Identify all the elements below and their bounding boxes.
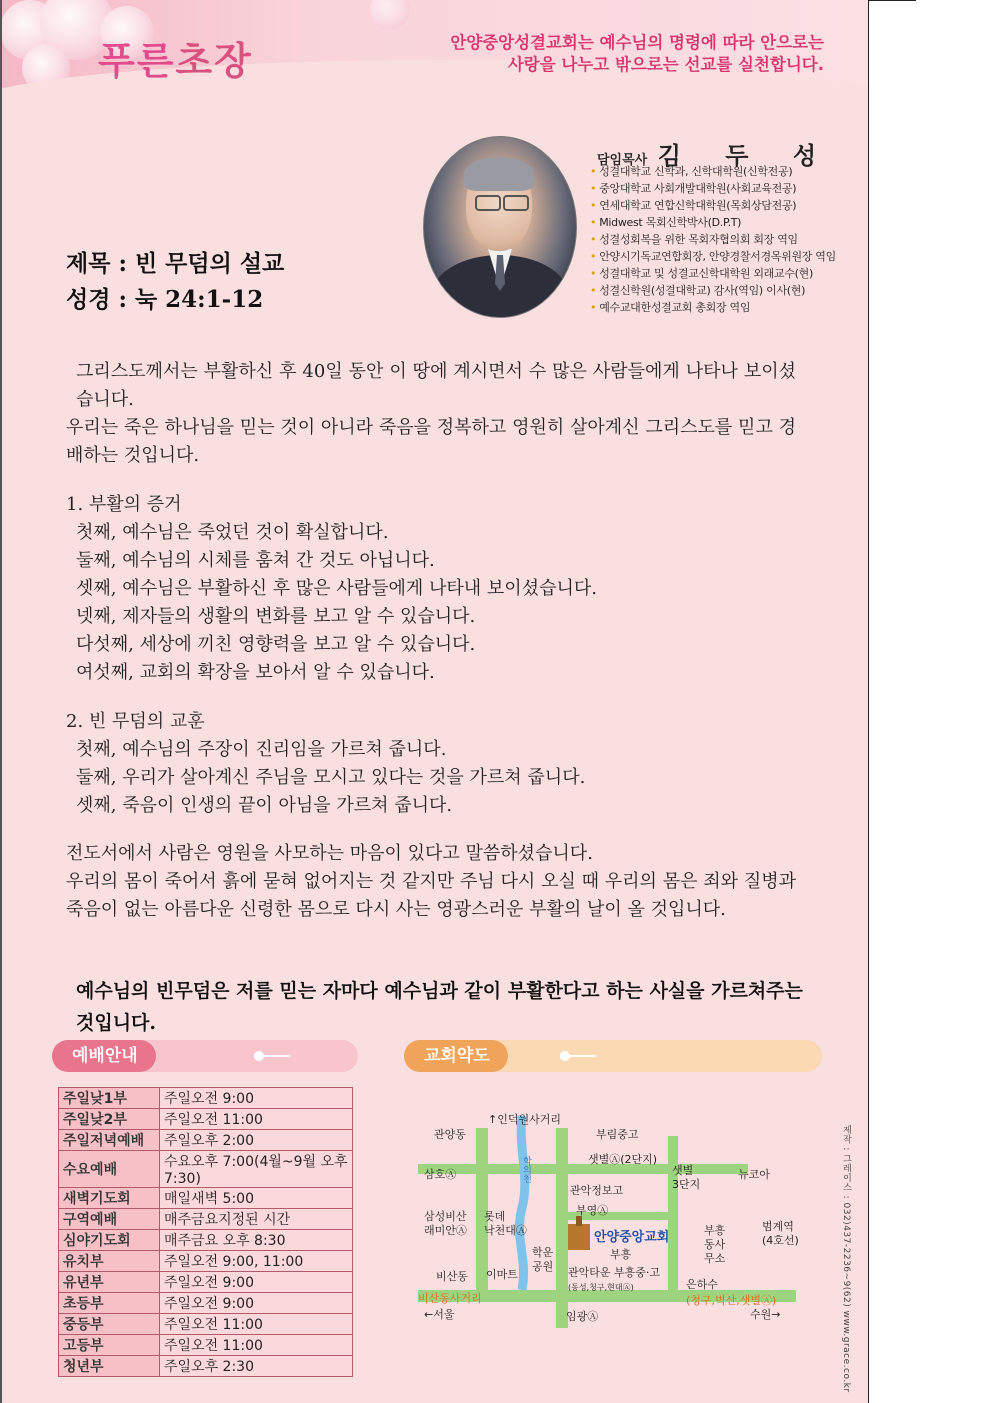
map-place-buheungoffice1: 부흥 [704,1224,726,1237]
schedule-row [59,1130,353,1151]
credential-item: • 중앙대학교 사회개발대학원(사회교육전공) [590,180,836,197]
schedule-service: 청년부 [59,1356,160,1377]
schedule-time: 주일오후 2:30 [160,1356,353,1377]
pastor-name: 김 두 성 [657,141,835,170]
map-place-newcore: 뉴코아 [738,1168,770,1181]
schedule-service: 유년부 [59,1272,160,1293]
schedule-row [59,1272,353,1293]
credential-item: • 연세대학교 연합신학대학원(목회상담전공) [590,197,836,214]
sermon-body [66,358,796,924]
section-2-item: 둘째, 우리가 살아계신 주님을 모시고 있다는 것을 가르쳐 줍니다. [76,767,586,788]
map-place-cheonggu: (청구,벽산,샛별Ⓐ) [686,1294,777,1307]
road-north [418,1164,748,1174]
schedule-row [59,1335,353,1356]
sermon-scripture: 성경 : 눅 24:1-12 [66,286,264,313]
closing-statement: 예수님의 빈무덤은 저를 믿는 자마다 예수님과 같이 부활한다고 하는 사실을 가르쳐주는 것입니다. [76,980,803,1034]
section-2-item: 셋째, 죽음이 인생의 끝이 아님을 가르쳐 줍니다. [76,795,453,816]
section-1-item: 여섯째, 교회의 확장을 보아서 알 수 있습니다. [76,662,435,683]
map-place-hakuicheon: 학의천 [521,1156,531,1183]
map-place-raemian: 래미안Ⓐ [424,1224,467,1237]
sermon-info [66,246,284,318]
intro-paragraph-1: 그리스도께서는 부활하신 후 40일 동안 이 땅에 계시면서 수 많은 사람들에게 나타나 보이셨습니다. [76,361,796,410]
map-place-nakcheon: 낙천대Ⓐ [484,1224,527,1237]
section-1-item: 넷째, 제자들의 생활의 변화를 보고 알 수 있습니다. [76,606,476,627]
map-place-gwanaktown: 관악타운 부흥중·고 [568,1266,661,1279]
map-place-emart: 이마트 [486,1268,518,1281]
right-edge [868,0,869,1403]
schedule-time: 주일오후 2:00 [160,1130,353,1151]
credential-item: • Midwest 목회신학박사(D.P.T) [590,214,836,231]
credential-item: • 성결대학교 및 성결교신학대학원 외래교수(현) [590,265,836,282]
map-place-saetbyeol3a: 샛별 [672,1164,694,1177]
stream-hakui [519,1116,524,1290]
credential-item: • 성결대학교 신학과, 신학대학원(신학전공) [590,163,836,180]
schedule-service: 고등부 [59,1335,160,1356]
schedule-time: 주일오전 11:00 [160,1335,353,1356]
schedule-service: 새벽기도회 [59,1188,160,1209]
schedule-service: 중등부 [59,1314,160,1335]
map-place-samho: 삼호Ⓐ [424,1168,457,1181]
bulletin-title [98,30,253,85]
schedule-row [59,1188,353,1209]
schedule-time: 주일오전 9:00 [160,1272,353,1293]
schedule-row [59,1356,353,1377]
schedule-row [59,1314,353,1335]
intro-paragraph-2: 우리는 죽은 하나님을 믿는 것이 아니라 죽음을 정복하고 영원히 살아계신 그리스도를 믿고 경배하는 것입니다. [66,417,796,466]
schedule-row [59,1251,353,1272]
schedule-time: 주일오전 11:00 [160,1109,353,1130]
section-2-heading: 2. 빈 무덤의 교훈 [66,711,205,732]
schedule-time: 매주금요 오후 8:30 [160,1230,353,1251]
map-header [404,1040,822,1072]
credential-item: • 예수교대한성결교회 총회장 역임 [590,299,836,316]
map-label: 교회약도 [404,1040,508,1072]
church-map [418,1108,820,1328]
map-line [566,1055,596,1057]
schedule-row [59,1209,353,1230]
schedule-row [59,1293,353,1314]
pastor-role: 담임목사 [597,153,648,168]
top-edge [868,0,916,1]
map-place-line4: (4호선) [762,1234,799,1247]
map-place-gwanaktown2: (동성,청구,현대Ⓐ) [568,1283,634,1292]
worship-schedule-table [58,1087,353,1377]
sermon-title: 제목 : 빈 무덤의 설교 [66,250,285,277]
section-1-item: 둘째, 예수님의 시체를 훔쳐 간 것도 아닙니다. [76,550,435,571]
map-place-imgwang: 임광Ⓐ [566,1310,599,1323]
schedule-service: 수요예배 [59,1151,160,1188]
schedule-service: 주일낮1부 [59,1088,160,1109]
map-place-seoul: ←서울 [424,1308,455,1321]
section-2-item: 첫째, 예수님의 주장이 진리임을 가르쳐 줍니다. [76,739,447,760]
map-place-buheungoffice3: 무소 [704,1252,726,1265]
road-east [668,1136,678,1300]
schedule-row [59,1230,353,1251]
schedule-time: 주일오전 9:00 [160,1293,353,1314]
outro-paragraph-2: 우리의 몸이 죽어서 흙에 묻혀 없어지는 것 같지만 주님 다시 오실 때 우리의 몸은 죄와 질병과 죽음이 없는 아름다운 신령한 몸으로 다시 사는 영광스러운 부활의 날이 올 것입니다. [66,871,796,920]
map-place-hakun1: 학운 [532,1246,554,1259]
worship-line [260,1055,290,1057]
church-motto [450,32,824,76]
map-place-bisanjunction: 비산동사거리 [418,1292,482,1305]
map-place-samsung: 삼성비산 [424,1210,467,1223]
map-place-buheung: 부흥 [610,1248,632,1261]
printer-credit: 제작 : 그레이스 : 032)437-2236~9(62) www.grace.co.kr [841,1125,851,1393]
map-place-bisan: 비산동 [436,1270,468,1283]
map-place-hakun2: 공원 [532,1260,554,1273]
motto-line-2: 사랑을 나누고 밖으로는 선교를 실천합니다. [507,55,824,74]
credential-item: • 안양시기독교연합회장, 안양경찰서경목위원장 역임 [590,248,836,265]
credential-item: • 성결성회복을 위한 목회자협의회 회장 역임 [590,231,836,248]
schedule-row [59,1088,353,1109]
map-place-indeogwon: ↑인덕원사거리 [488,1113,561,1126]
pastor-photo [423,136,577,318]
road-center [556,1128,568,1328]
map-place-buheungoffice2: 동사 [704,1238,726,1251]
schedule-service: 주일저녁예배 [59,1130,160,1151]
map-place-eunhasu: 은하수 [686,1278,718,1291]
credential-item: • 성결신학원(성결대학교) 감사(역임) 이사(현) [590,282,836,299]
schedule-service: 유치부 [59,1251,160,1272]
section-1-item: 셋째, 예수님은 부활하신 후 많은 사람들에게 나타내 보이셨습니다. [76,578,597,599]
worship-header [52,1040,358,1072]
schedule-time: 주일오전 9:00 [160,1088,353,1109]
church-building-icon [568,1224,590,1250]
left-edge [0,0,2,1403]
map-place-gwanakjeong: 관악정보고 [570,1184,624,1197]
map-place-lotte: 롯데 [484,1210,506,1223]
map-place-burim: 부림중고 [596,1128,639,1141]
motto-line-1: 안양중앙성결교회는 예수님의 명령에 따라 안으로는 [450,33,824,52]
schedule-time: 주일오전 11:00 [160,1314,353,1335]
schedule-time: 수요오후 7:00(4월~9월 오후 7:30) [160,1151,353,1188]
map-place-saetbyeol3b: 3단지 [672,1178,701,1191]
pastor-credentials [590,163,836,316]
schedule-service: 주일낮2부 [59,1109,160,1130]
worship-label: 예배안내 [52,1040,156,1072]
title-part-1: 푸른 [98,39,176,83]
map-place-buyoung: 부영Ⓐ [576,1204,609,1217]
section-1-heading: 1. 부활의 증거 [66,494,182,515]
section-1-item: 다섯째, 세상에 끼친 영향력을 보고 알 수 있습니다. [76,634,476,655]
map-church-label: 안양중앙교회 [594,1230,670,1245]
schedule-service: 구역예배 [59,1209,160,1230]
map-place-suwon: 수원→ [750,1308,781,1321]
schedule-row [59,1109,353,1130]
schedule-time: 주일오전 9:00, 11:00 [160,1251,353,1272]
schedule-service: 초등부 [59,1293,160,1314]
section-1-item: 첫째, 예수님은 죽었던 것이 확실합니다. [76,522,389,543]
map-place-beomgye: 범계역 [762,1220,794,1233]
schedule-time: 매주금요지정된 시간 [160,1209,353,1230]
outro-paragraph-1: 전도서에서 사람은 영원을 사모하는 마음이 있다고 말씀하셨습니다. [66,843,593,864]
schedule-time: 매일새벽 5:00 [160,1188,353,1209]
schedule-row [59,1151,353,1188]
map-place-gwanyang: 관양동 [434,1128,466,1141]
schedule-service: 심야기도회 [59,1230,160,1251]
map-place-saetbyeol2: 샛별Ⓐ(2단지) [588,1153,658,1166]
title-part-2: 초장 [175,39,253,83]
